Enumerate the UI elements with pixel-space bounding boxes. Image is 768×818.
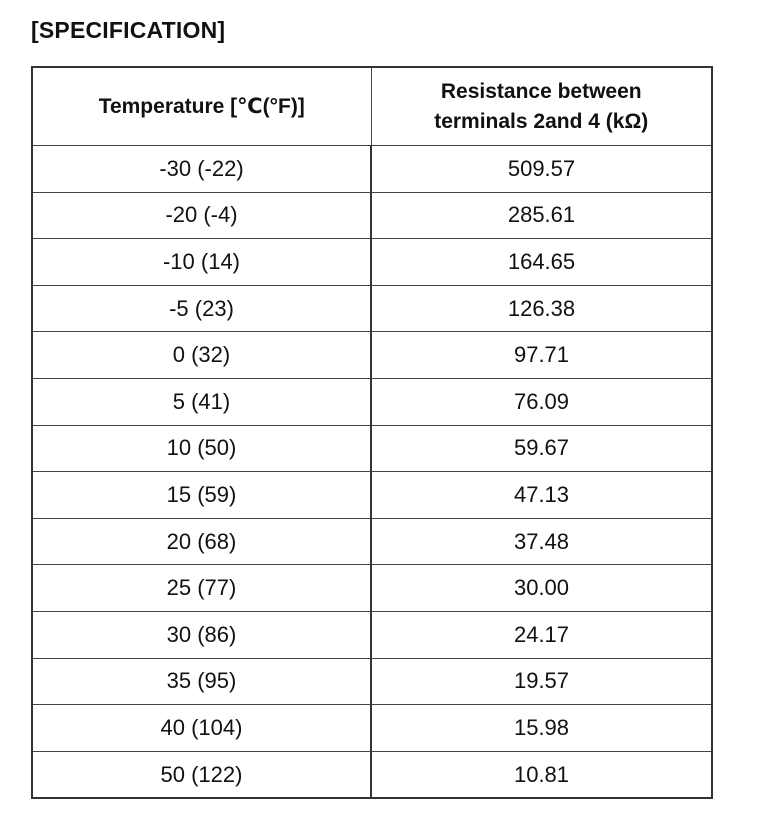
temperature-cell: 30 (86) [32,611,371,658]
temperature-header-label: Temperature [℃(°F)] [98,94,305,118]
table-row [32,751,712,798]
resistance-cell: 24.17 [371,611,712,658]
table-row [32,611,712,658]
resistance-cell: 76.09 [371,378,712,425]
resistance-cell: 37.48 [371,518,712,565]
resistance-cell: 15.98 [371,705,712,752]
table-row [32,472,712,519]
temperature-column-header [32,67,371,146]
resistance-cell: 19.57 [371,658,712,705]
temperature-cell: -10 (14) [32,239,371,286]
resistance-cell: 164.65 [371,239,712,286]
temperature-cell: -30 (-22) [32,146,371,193]
table-row [32,425,712,472]
resistance-header-line1: Resistance between [440,79,642,103]
resistance-column-header [371,67,712,146]
resistance-cell: 285.61 [371,192,712,239]
table-row [32,518,712,565]
temperature-cell: 35 (95) [32,658,371,705]
temperature-cell: 10 (50) [32,425,371,472]
table-row [32,146,712,193]
temperature-cell: 0 (32) [32,332,371,379]
temperature-cell: -5 (23) [32,285,371,332]
table-row [32,705,712,752]
table-body [32,146,712,799]
temperature-cell: 50 (122) [32,751,371,798]
table-header-row [32,67,712,146]
table-row [32,192,712,239]
table-row [32,658,712,705]
table-row [32,378,712,425]
table-row [32,332,712,379]
resistance-cell: 509.57 [371,146,712,193]
temperature-cell: 20 (68) [32,518,371,565]
resistance-cell: 59.67 [371,425,712,472]
resistance-cell: 126.38 [371,285,712,332]
table-row [32,239,712,286]
temperature-cell: 15 (59) [32,472,371,519]
resistance-header-line2: terminals 2and 4 (kΩ) [434,109,649,133]
resistance-cell: 30.00 [371,565,712,612]
temperature-cell: -20 (-4) [32,192,371,239]
temperature-cell: 25 (77) [32,565,371,612]
table-row [32,565,712,612]
resistance-cell: 97.71 [371,332,712,379]
specification-title: [SPECIFICATION] [31,17,226,43]
temperature-cell: 5 (41) [32,378,371,425]
resistance-cell: 47.13 [371,472,712,519]
table-row [32,285,712,332]
resistance-spec-table [31,66,713,799]
temperature-cell: 40 (104) [32,705,371,752]
resistance-cell: 10.81 [371,751,712,798]
